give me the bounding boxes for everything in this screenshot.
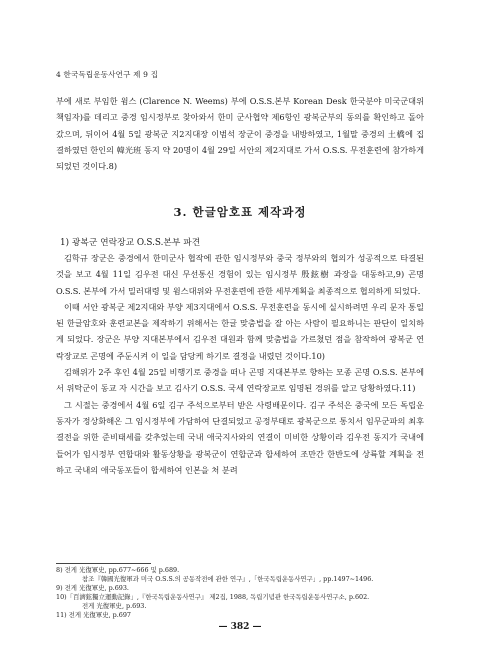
body-paragraph: 부에 새로 부임한 윔스 (Clarence N. Weems) 부에 O.S.S.본부 Korean Desk 한국분야 미국군대위 책임자)를 데리고 중경 임시정부로 찾아와서 한미 군사협약 제6항인 광복군부의 동의를 확인하고 돌아갔으며, 뒤이어 4월 5일 광복군 지2지대장 이범석 장군이 중경을 내방하였고, 1월말 중경의 土橋에 집결하였던 한인의 韓光班 동지 약 20명이 4월 29일 서안의 제2지대로 가서 O.S.S. 무전훈련에 참가하게 되었던 것이다.8) xyxy=(56,96,424,172)
footnote: 10)「百濟鉉獨立運動記錄」,『한국독립운동사연구』 제2집, 1988, 독립기념관 한국독립운동사연구소, p.602. xyxy=(56,593,370,601)
top-text-block xyxy=(56,93,424,174)
footnote-divider xyxy=(56,563,151,564)
section-title: 3. 한글암호표 제작과정 xyxy=(173,205,307,219)
page-number: — 382 — xyxy=(218,622,262,632)
running-head: 4 한국독립운동사연구 제 9 집 xyxy=(56,70,159,79)
footnote: 9) 전게 光復軍史, p.693. xyxy=(56,584,129,592)
body-paragraph: 김학규 장군은 중경에서 한미군사 협작에 관한 임시정부와 중국 정부와의 협의가 성공적으로 타결된 것을 보고 4월 11일 김우전 대신 무선통신 경험이 있는 임시정부 殷鉉樹 과장을 대동하고,9) 곤명 O.S.S. 본부에 가서 밀러대령 및 윔스대위와 무전훈련에 관한 세부계획을 최종적으로 협의하게 되었다. xyxy=(56,253,424,296)
footnote: 참조『韓國光復軍과 미국 O.S.S.의 공동작전에 관한 연구』,「한국독립운동사연구」, pp.1497~1496. xyxy=(82,575,374,583)
body-paragraph: 그 시절는 중경에서 4월 6일 김구 주석으로부터 받은 사령배문이다. 김구 주석은 중국에 모든 독립운동자가 정상화해온 그 임시정부에 가담하여 단결되었고 공정부태로 광복군으로 통치서 임무군파의 최후결전을 위한 준비태세를 갖추었는데 국내 애국지사와의 연결이 미비한 상황이라 김우전 동지가 국내에 들어가 임시정부 연합대와 활동상황을 광복군이 연합군과 합세하여 조만간 한반도에 상륙할 계획을 전하고 국내의 애국동포들이 합세하여 인본을 처 분려 xyxy=(56,399,424,475)
main-text-block xyxy=(56,250,424,478)
footnotes xyxy=(56,566,424,620)
footnote: 전게 光復軍史, p.693. xyxy=(82,602,147,610)
body-paragraph: 이때 서안 광복군 제2지대와 부양 제3지대에서 O.S.S. 무전훈련을 동시에 실시하려면 우리 문자 통일된 한글암호와 훈련교본을 제작하기 위해서는 한글 맞춤법을 잘 아는 사람이 필요하니는 판단이 일치하게 되었다. 장군은 부양 지대본부에서 김우전 대원과 함께 맞춤법을 가르쳤던 점을 참작하여 광복군 연락장교로 곤명에 주둔시켜 이 일을 담당케 하기로 결정을 내렸던 것이다.10) xyxy=(56,301,424,361)
footnote: 11) 전게 光復軍史, p.697 xyxy=(56,611,131,619)
subsection-heading: 1) 광복군 연락장교 O.S.S.본부 파견 xyxy=(60,238,201,248)
footnote: 8) 전게 光復軍史, pp.677~666 및 p.689. xyxy=(56,566,180,574)
body-paragraph: 김해위가 2주 후인 4월 25일 비행기로 중경을 떠나 곤명 지대본부로 향하는 모종 곤명 O.S.S. 본부에서 위탁군이 동교 자 시간을 보고 김사기 O.S.S. 국세 연락장교로 임명된 경위를 알고 당황하였다.11) xyxy=(56,367,424,394)
